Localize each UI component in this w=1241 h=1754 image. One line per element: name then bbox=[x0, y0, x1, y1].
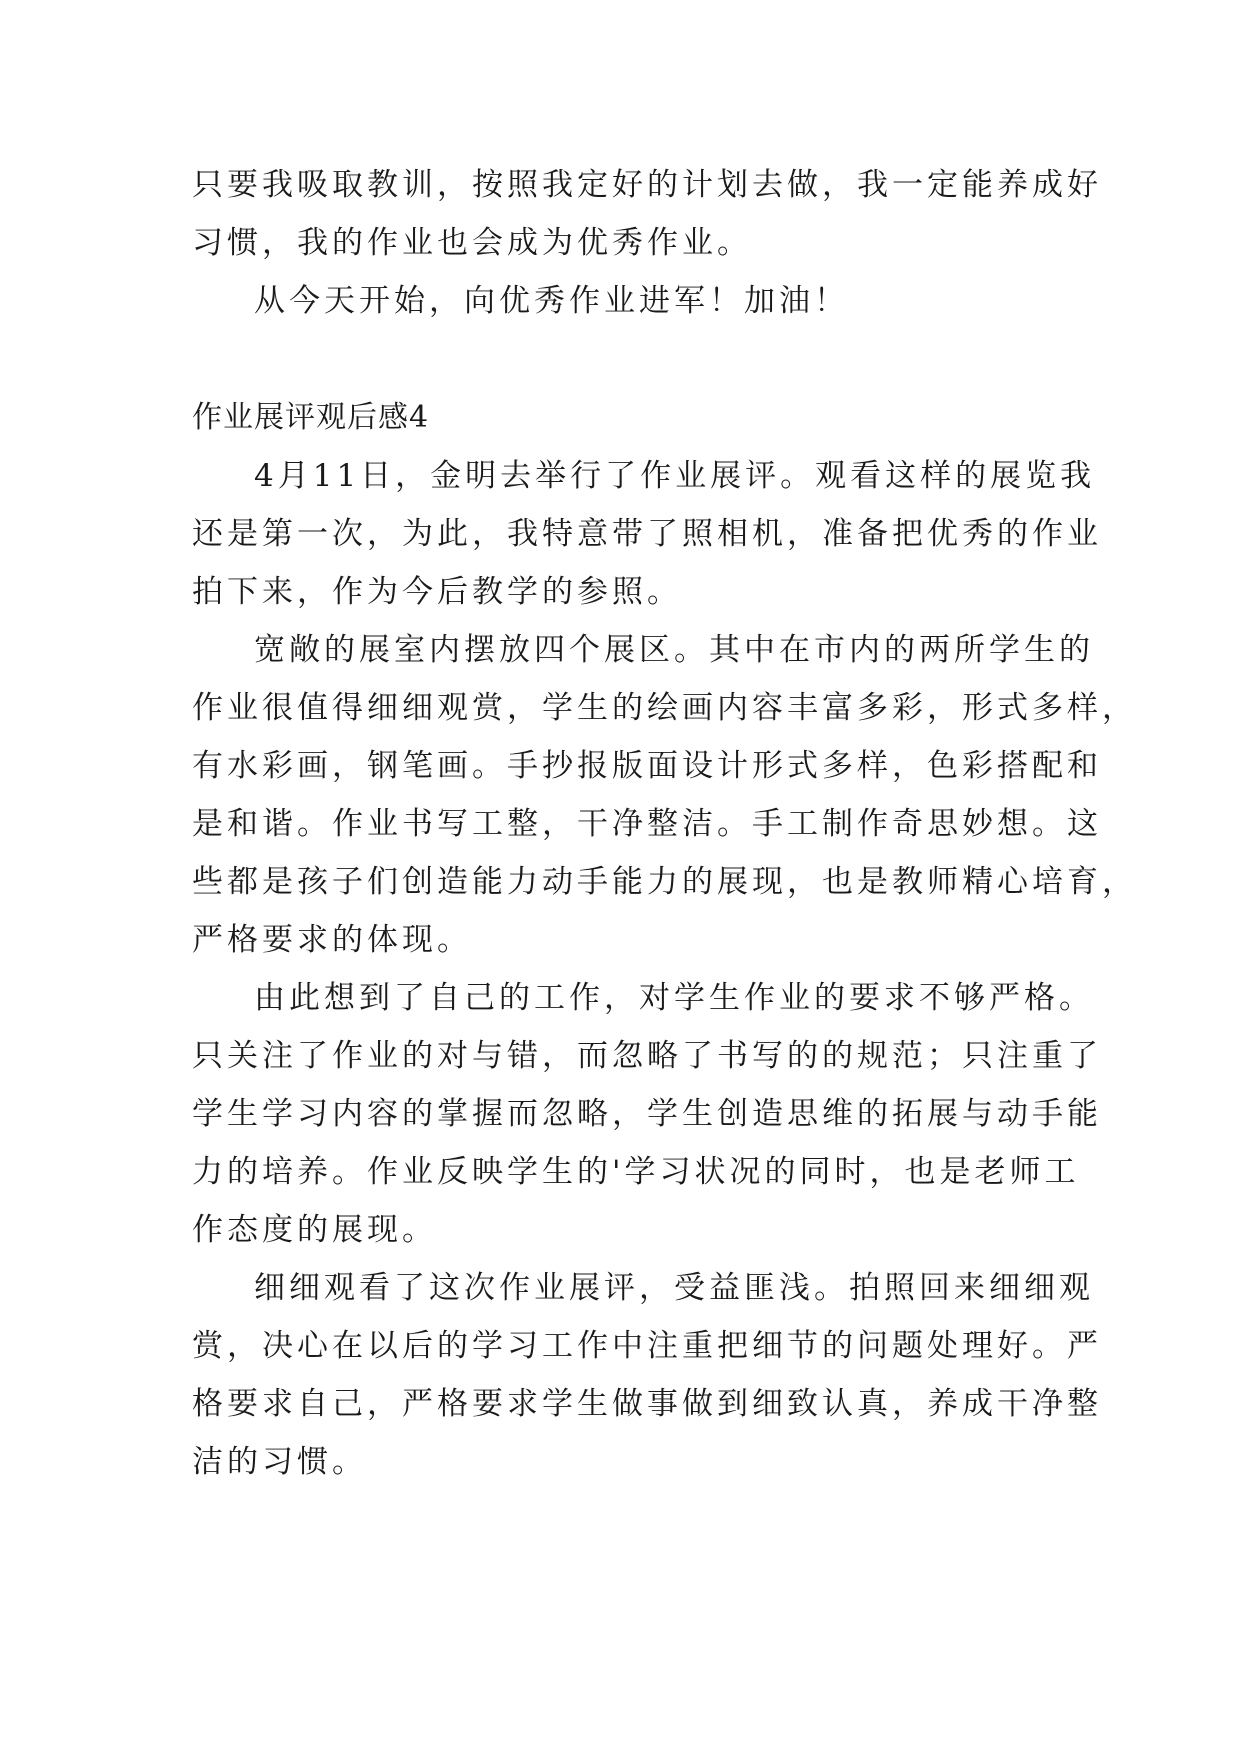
text-line: 洁的习惯。 bbox=[192, 1444, 367, 1480]
text-line: 些都是孩子们创造能力动手能力的展现，也是教师精心培育， bbox=[192, 864, 1137, 900]
text-line: 学生学习内容的掌握而忽略，学生创造思维的拓展与动手能 bbox=[192, 1096, 1102, 1132]
text-line: 只要我吸取教训，按照我定好的计划去做，我一定能养成好 bbox=[192, 167, 1102, 203]
text-line: 格要求自己，严格要求学生做事做到细致认真，养成干净整 bbox=[192, 1386, 1102, 1422]
text-line: 宽敞的展室内摆放四个展区。其中在市内的两所学生的 bbox=[254, 632, 1094, 668]
text-line: 习惯，我的作业也会成为优秀作业。 bbox=[192, 225, 752, 261]
text-line: 有水彩画，钢笔画。手抄报版面设计形式多样，色彩搭配和 bbox=[192, 748, 1102, 784]
text-line: 作态度的展现。 bbox=[192, 1212, 437, 1248]
text-line: 拍下来，作为今后教学的参照。 bbox=[192, 574, 682, 610]
text-line: 细细观看了这次作业展评，受益匪浅。拍照回来细细观 bbox=[254, 1270, 1094, 1306]
text-line: 还是第一次，为此，我特意带了照相机，准备把优秀的作业 bbox=[192, 516, 1102, 552]
text-line: 作业很值得细细观赏，学生的绘画内容丰富多彩，形式多样， bbox=[192, 690, 1137, 726]
text-line: 只关注了作业的对与错，而忽略了书写的的规范；只注重了 bbox=[192, 1038, 1102, 1074]
text-line: 4月11日，金明去举行了作业展评。观看这样的展览我 bbox=[254, 458, 1096, 494]
text-line: 是和谐。作业书写工整，干净整洁。手工制作奇思妙想。这 bbox=[192, 806, 1102, 842]
text-line: 严格要求的体现。 bbox=[192, 922, 472, 958]
text-line: 由此想到了自己的工作，对学生作业的要求不够严格。 bbox=[254, 980, 1094, 1016]
text-line: 从今天开始，向优秀作业进军！加油！ bbox=[254, 283, 849, 319]
text-line: 赏，决心在以后的学习工作中注重把细节的问题处理好。严 bbox=[192, 1328, 1102, 1364]
section-title: 作业展评观后感4 bbox=[192, 400, 430, 435]
text-line: 力的培养。作业反映学生的'学习状况的同时，也是老师工 bbox=[192, 1154, 1080, 1190]
